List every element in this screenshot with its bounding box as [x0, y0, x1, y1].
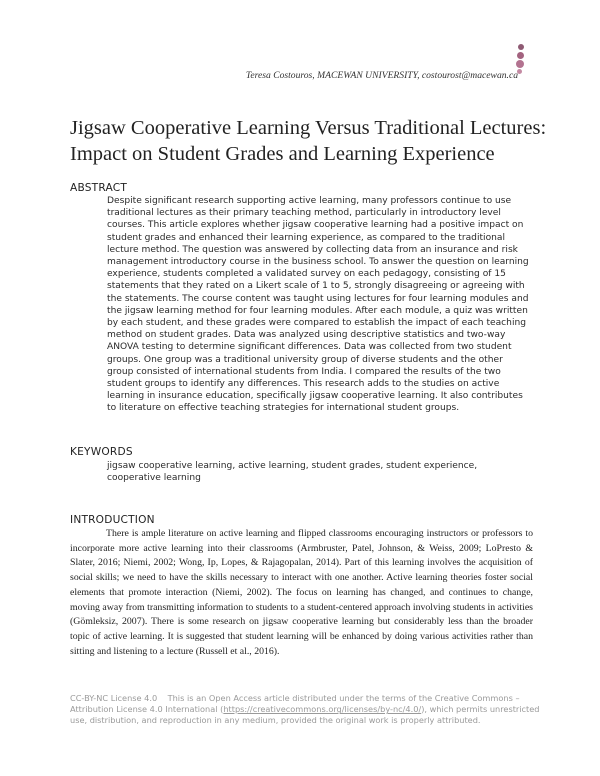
logo-dot [517, 52, 524, 59]
keywords-heading: KEYWORDS [70, 446, 133, 458]
article-title: Jigsaw Cooperative Learning Versus Traditional Lectures: Impact on Student Grades and Learning Experience [70, 117, 547, 165]
introduction-heading: INTRODUCTION [70, 514, 155, 526]
license-notice: This is an Open Access article distributed under the terms of the Creative Commons – Attribution License 4.0 International ( [70, 693, 520, 715]
license-notice-end: ), which permits unrestricted use, distribution, and reproduction in any medium, provided the original work is properly attributed. [70, 704, 540, 726]
license-label: CC-BY-NC License 4.0 [70, 693, 158, 703]
logo-dot [518, 44, 524, 50]
abstract-text: Despite significant research supporting active learning, many professors continue to use traditional lectures as their primary teaching method, particularly in introductory level courses. This article explores whether jigsaw cooperative learning had a positive impact on student grades and enhanced their learning experience, as compared to the traditional lecture method. The question was answered by collecting data from an insurance and risk management introductory course in the business school. To answer the question on learning experience, students completed a validated survey on each pedagogy, consisting of 15 statements that they rated on a Likert scale of 1 to 5, strongly disagreeing or agreeing with the statements. The course content was taught using lectures for four learning modules and the jigsaw learning method for four learning modules. After each module, a quiz was written by each student, and these grades were compared to establish the impact of each teaching method on student grades. Data was analyzed using descriptive statistics and two-way ANOVA testing to determine significant differences. Data was collected from two student groups. One group was a traditional university group of diverse students and the other group consisted of international students from India. I compared the results of the two student groups to identify any differences. This research adds to the studies on active learning in insurance education, specifically jigsaw cooperative learning. It also contributes to literature on effective teaching strategies for international student groups. [107, 196, 529, 414]
logo-dot [516, 60, 524, 68]
license-footer [70, 693, 552, 727]
keywords-text: jigsaw cooperative learning, active learning, student grades, student experience, cooperative learning [107, 461, 478, 484]
author-affiliation: Teresa Costouros, MACEWAN UNIVERSITY, costourost@macewan.ca [245, 70, 518, 81]
license-link[interactable]: https://creativecommons.org/licenses/by-nc/4.0/ [223, 704, 422, 715]
abstract-heading: ABSTRACT [70, 182, 127, 194]
introduction-text: There is ample literature on active learning and flipped classrooms encouraging instructors or professors to incorporate more active learning into their classrooms (Armbruster, Patel, Johnson, & Weiss, 2009; LoPresto & Slater, 2016; Niemi, 2002; Wong, Ip, Lopes, & Rajagopalan, 2014). Part of this learning involves the acquisition of social skills; we need to have the skills necessary to interact with one another. Active learning theories foster social elements that promote interaction (Niemi, 2002). The focus on learning has changed, and continues to change, moving away from transmitting information to students to a student-centered approach involving students in activities (Gömleksiz, 2007). There is some research on jigsaw cooperative learning but considerably less than the broader topic of active learning. It is suggested that student learning will be enhanced by doing various activities rather than sitting and listening to a lecture (Russell et al., 2016). [70, 528, 533, 657]
